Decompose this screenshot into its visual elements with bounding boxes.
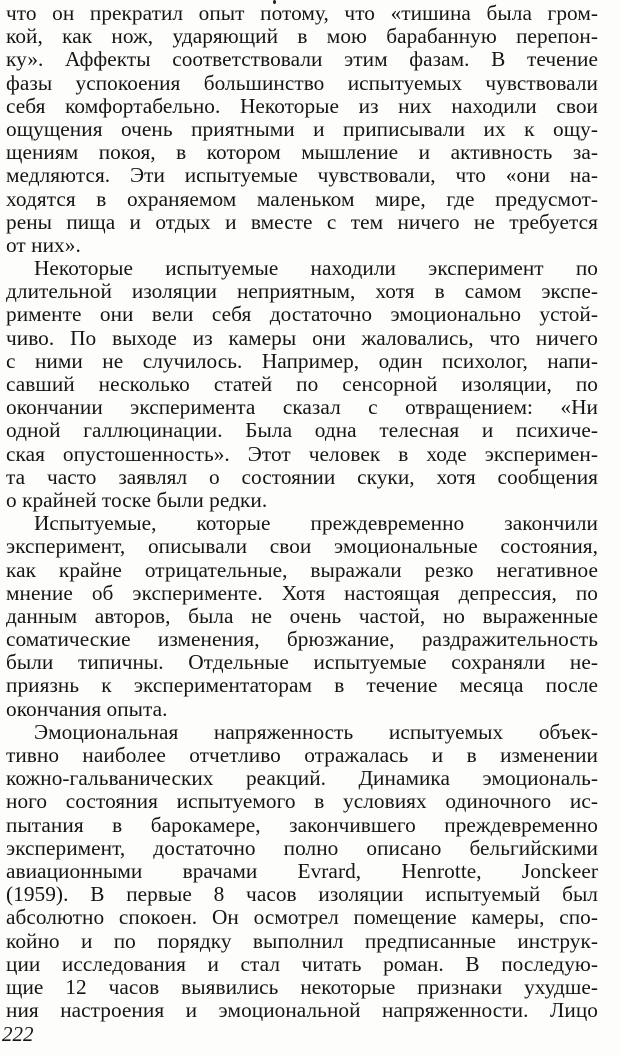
text-line: койно и по порядку выполнил предписанные инструк- xyxy=(6,929,598,953)
text-line: фазы успокоения большинство испытуемых чувствовали xyxy=(6,71,598,95)
text-line: медляются. Эти испытуемые чувствовали, что «они на- xyxy=(6,164,598,188)
text-line: себя комфортабельно. Некоторые из них находили свои xyxy=(6,94,598,118)
text-line: та часто заявлял о состоянии скуки, хотя сообщения xyxy=(6,465,598,489)
text-line: кожно-гальванических реакций. Динамика эмоциональ- xyxy=(6,767,598,791)
text-line: рименте они вели себя достаточно эмоционально устой- xyxy=(6,303,598,327)
text-line: щие 12 часов выявились некоторые признаки ухудше- xyxy=(6,975,598,999)
text-line: чиво. По выходе из камеры они жаловались, что ничего xyxy=(6,326,598,350)
text-line: рены пища и отдых и вместе с тем ничего не требуется xyxy=(6,210,598,234)
text-line: тивно наиболее отчетливо отражалась и в изменении xyxy=(6,744,598,767)
page-number: 222 xyxy=(2,1022,34,1046)
text-line: ку». Аффекты соответствовали этим фазам. В течение xyxy=(6,48,598,72)
text-line: мнение об эксперименте. Хотя настоящая депрессия, по xyxy=(6,581,598,605)
text-line: щениям покоя, в котором мышление и активность за- xyxy=(6,141,598,165)
text-line: были типичны. Отдельные испытуемые сохраняли не- xyxy=(6,651,598,675)
text-line: длительной изоляции неприятным, хотя в самом экспе- xyxy=(6,280,598,304)
text-line: кой, как нож, ударяющий в мою барабанную перепон- xyxy=(6,25,598,49)
text-line: (1959). В первые 8 часов изоляции испытуемый был xyxy=(6,883,598,907)
text-line: данным авторов, была не очень частой, но выраженные xyxy=(6,604,598,628)
text-line: Испытуемые, которые преждевременно закончили xyxy=(34,512,598,536)
text-line: ходятся в охраняемом маленьком мире, где предусмот- xyxy=(6,187,598,211)
body-text xyxy=(6,2,598,1022)
text-line: ции исследования и стал читать роман. В последую- xyxy=(6,952,598,976)
text-line: приязнь к экспериментаторам в течение месяца после xyxy=(6,674,598,698)
text-line: от них». xyxy=(6,233,81,257)
text-line: ного состояния испытуемого в условиях одиночного ис- xyxy=(6,790,598,814)
text-line: окончании эксперимента сказал с отвращением: «Ни xyxy=(6,396,598,420)
text-line: абсолютно спокоен. Он осмотрел помещение камеры, спо- xyxy=(6,906,598,930)
text-line: эксперимент, описывали свои эмоциональные состояния, xyxy=(6,535,598,559)
text-line: окончания опыта. xyxy=(6,697,168,721)
text-line: савший несколько статей по сенсорной изоляции, по xyxy=(6,373,598,396)
text-line: пытания в барокамере, закончившего преждевременно xyxy=(6,813,598,837)
text-line: Эмоциональная напряженность испытуемых объек- xyxy=(34,720,598,744)
text-line: ощущения очень приятными и приписывали их к ощу- xyxy=(6,117,598,141)
text-line: авиационными врачами Evrard, Henrotte, Jonckeer xyxy=(6,859,598,883)
text-line: соматические изменения, брюзжание, раздражительность xyxy=(6,628,598,652)
text-line: эксперимент, достаточно полно описано бельгийскими xyxy=(6,836,598,860)
text-line: о крайней тоске были редки. xyxy=(6,488,268,512)
text-line: ская опустошенность». Этот человек в ходе эксперимен- xyxy=(6,442,598,466)
text-line: что он прекратил опыт потому, что «тишина была гром- xyxy=(6,2,598,25)
text-line: как крайне отрицательные, выражали резко негативное xyxy=(6,558,598,582)
text-line: ния настроения и эмоциональной напряженности. Лицо xyxy=(6,999,598,1023)
text-line: с ними не случилось. Например, один психолог, напи- xyxy=(6,349,598,373)
text-line: одной галлюцинации. Была одна телесная и психиче- xyxy=(6,419,598,443)
text-line: Некоторые испытуемые находили эксперимент по xyxy=(34,257,598,281)
